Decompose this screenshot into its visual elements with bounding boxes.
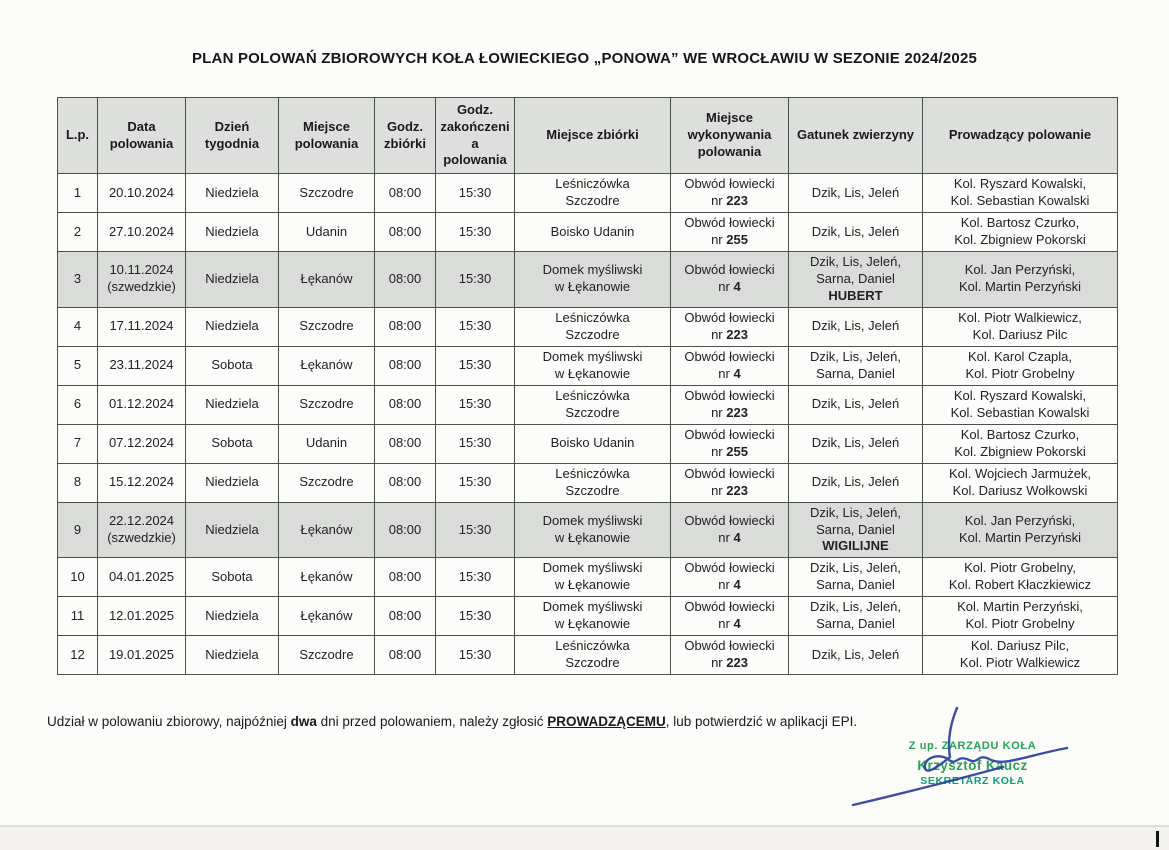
cell-date: 23.11.2024	[98, 346, 186, 385]
scanner-edge-strip	[0, 827, 1169, 850]
cell-lp: 11	[58, 597, 98, 636]
cell-hunting-district: Obwód łowiecki nr 255	[671, 424, 789, 463]
cell-species: Dzik, Lis, Jeleń, Sarna, Daniel	[789, 597, 923, 636]
header-date: Data polowania	[98, 98, 186, 174]
stamp-name: Krzysztof Kaucz	[917, 758, 1028, 774]
header-meeting-place: Miejsce zbiórki	[515, 98, 671, 174]
cell-day: Niedziela	[186, 636, 279, 675]
plan-table-body	[58, 174, 1118, 675]
cell-place: Udanin	[279, 213, 375, 252]
cell-date: 15.12.2024	[98, 463, 186, 502]
cell-leaders: Kol. Piotr Grobelny, Kol. Robert Kłaczkiewicz	[923, 558, 1118, 597]
cell-meeting-place: Domek myśliwski w Łękanowie	[515, 597, 671, 636]
cell-day: Niedziela	[186, 252, 279, 308]
cell-species: Dzik, Lis, Jeleń	[789, 424, 923, 463]
cell-species: Dzik, Lis, Jeleń	[789, 636, 923, 675]
cell-lp: 6	[58, 385, 98, 424]
cell-hunting-district: Obwód łowiecki nr 255	[671, 213, 789, 252]
scan-artifact-mark	[1156, 831, 1159, 847]
cell-start-time: 08:00	[375, 636, 436, 675]
cell-hunting-district: Obwód łowiecki nr 223	[671, 307, 789, 346]
header-start-time: Godz. zbiórki	[375, 98, 436, 174]
header-day: Dzień tygodnia	[186, 98, 279, 174]
cell-place: Łękanów	[279, 252, 375, 308]
cell-meeting-place: Leśniczówka Szczodre	[515, 174, 671, 213]
cell-end-time: 15:30	[436, 463, 515, 502]
header-row	[58, 98, 1118, 174]
cell-species: Dzik, Lis, Jeleń, Sarna, Daniel HUBERT	[789, 252, 923, 308]
cell-leaders: Kol. Wojciech Jarmużek, Kol. Dariusz Wołkowski	[923, 463, 1118, 502]
cell-species: Dzik, Lis, Jeleń	[789, 463, 923, 502]
cell-place: Łękanów	[279, 597, 375, 636]
cell-meeting-place: Leśniczówka Szczodre	[515, 385, 671, 424]
cell-hunting-district: Obwód łowiecki nr 4	[671, 597, 789, 636]
cell-date: 17.11.2024	[98, 307, 186, 346]
cell-place: Łękanów	[279, 346, 375, 385]
cell-day: Sobota	[186, 558, 279, 597]
cell-place: Szczodre	[279, 307, 375, 346]
cell-end-time: 15:30	[436, 174, 515, 213]
cell-meeting-place: Leśniczówka Szczodre	[515, 463, 671, 502]
cell-place: Szczodre	[279, 463, 375, 502]
cell-day: Niedziela	[186, 502, 279, 558]
page-title: PLAN POLOWAŃ ZBIOROWYCH KOŁA ŁOWIECKIEGO „PONOWA” WE WROCŁAWIU W SEZONIE 2024/2025	[191, 50, 978, 67]
table-row	[58, 385, 1118, 424]
cell-place: Szczodre	[279, 174, 375, 213]
cell-place: Szczodre	[279, 385, 375, 424]
cell-hunting-district: Obwód łowiecki nr 4	[671, 558, 789, 597]
footer-emphasis: PROWADZĄCEMU	[547, 714, 666, 729]
cell-leaders: Kol. Martin Perzyński, Kol. Piotr Grobelny	[923, 597, 1118, 636]
cell-lp: 2	[58, 213, 98, 252]
cell-leaders: Kol. Karol Czapla, Kol. Piotr Grobelny	[923, 346, 1118, 385]
cell-start-time: 08:00	[375, 502, 436, 558]
cell-meeting-place: Boisko Udanin	[515, 424, 671, 463]
cell-species: Dzik, Lis, Jeleń	[789, 385, 923, 424]
cell-lp: 10	[58, 558, 98, 597]
cell-date: 20.10.2024	[98, 174, 186, 213]
cell-leaders: Kol. Piotr Walkiewicz, Kol. Dariusz Pilc	[923, 307, 1118, 346]
cell-start-time: 08:00	[375, 424, 436, 463]
cell-end-time: 15:30	[436, 502, 515, 558]
cell-start-time: 08:00	[375, 385, 436, 424]
table-row	[58, 346, 1118, 385]
cell-start-time: 08:00	[375, 558, 436, 597]
cell-end-time: 15:30	[436, 597, 515, 636]
cell-date: 01.12.2024	[98, 385, 186, 424]
cell-species: Dzik, Lis, Jeleń	[789, 213, 923, 252]
cell-place: Udanin	[279, 424, 375, 463]
cell-leaders: Kol. Bartosz Czurko, Kol. Zbigniew Pokorski	[923, 424, 1118, 463]
cell-leaders: Kol. Dariusz Pilc, Kol. Piotr Walkiewicz	[923, 636, 1118, 675]
cell-date: 27.10.2024	[98, 213, 186, 252]
cell-start-time: 08:00	[375, 174, 436, 213]
cell-day: Niedziela	[186, 385, 279, 424]
cell-start-time: 08:00	[375, 346, 436, 385]
cell-meeting-place: Leśniczówka Szczodre	[515, 307, 671, 346]
cell-meeting-place: Leśniczówka Szczodre	[515, 636, 671, 675]
hunting-plan-table	[57, 97, 1118, 675]
cell-day: Niedziela	[186, 463, 279, 502]
cell-day: Sobota	[186, 346, 279, 385]
table-row	[58, 463, 1118, 502]
cell-date: 07.12.2024	[98, 424, 186, 463]
cell-start-time: 08:00	[375, 252, 436, 308]
cell-date: 04.01.2025	[98, 558, 186, 597]
header-lp: L.p.	[58, 98, 98, 174]
cell-hunting-district: Obwód łowiecki nr 4	[671, 346, 789, 385]
cell-end-time: 15:30	[436, 424, 515, 463]
footer-bold-dwa: dwa	[290, 714, 317, 729]
cell-lp: 4	[58, 307, 98, 346]
stamp-role-line: SEKRETARZ KOŁA	[920, 774, 1025, 787]
table-row	[58, 558, 1118, 597]
table-row	[58, 424, 1118, 463]
cell-start-time: 08:00	[375, 307, 436, 346]
cell-lp: 8	[58, 463, 98, 502]
cell-hunting-district: Obwód łowiecki nr 223	[671, 174, 789, 213]
cell-place: Łękanów	[279, 502, 375, 558]
footer-note: Udział w polowaniu zbiorowy, najpóźniej dwa dni przed polowaniem, należy zgłosić PROWADZĄCEMU, lub potwierdzić w aplikacji EPI.	[47, 714, 858, 729]
cell-species: Dzik, Lis, Jeleń	[789, 307, 923, 346]
cell-end-time: 15:30	[436, 346, 515, 385]
cell-leaders: Kol. Jan Perzyński, Kol. Martin Perzyński	[923, 502, 1118, 558]
cell-place: Szczodre	[279, 636, 375, 675]
cell-end-time: 15:30	[436, 213, 515, 252]
table-row	[58, 174, 1118, 213]
table-row	[58, 636, 1118, 675]
header-hunting-district: Miejsce wykonywania polowania	[671, 98, 789, 174]
cell-species: Dzik, Lis, Jeleń	[789, 174, 923, 213]
table-row	[58, 252, 1118, 308]
cell-day: Niedziela	[186, 174, 279, 213]
cell-lp: 5	[58, 346, 98, 385]
cell-date: 22.12.2024 (szwedzkie)	[98, 502, 186, 558]
cell-species: Dzik, Lis, Jeleń, Sarna, Daniel	[789, 558, 923, 597]
cell-leaders: Kol. Bartosz Czurko, Kol. Zbigniew Pokorski	[923, 213, 1118, 252]
cell-hunting-district: Obwód łowiecki nr 4	[671, 252, 789, 308]
cell-lp: 9	[58, 502, 98, 558]
pen-signature	[845, 700, 1080, 815]
cell-species: Dzik, Lis, Jeleń, Sarna, Daniel	[789, 346, 923, 385]
cell-end-time: 15:30	[436, 252, 515, 308]
header-place: Miejsce polowania	[279, 98, 375, 174]
cell-meeting-place: Domek myśliwski w Łękanowie	[515, 558, 671, 597]
cell-hunting-district: Obwód łowiecki nr 223	[671, 463, 789, 502]
table-row	[58, 502, 1118, 558]
cell-meeting-place: Domek myśliwski w Łękanowie	[515, 346, 671, 385]
cell-day: Niedziela	[186, 597, 279, 636]
cell-day: Niedziela	[186, 307, 279, 346]
header-species: Gatunek zwierzyny	[789, 98, 923, 174]
cell-hunting-district: Obwód łowiecki nr 223	[671, 385, 789, 424]
cell-leaders: Kol. Ryszard Kowalski, Kol. Sebastian Kowalski	[923, 385, 1118, 424]
cell-lp: 3	[58, 252, 98, 308]
cell-end-time: 15:30	[436, 636, 515, 675]
cell-lp: 1	[58, 174, 98, 213]
table-row	[58, 597, 1118, 636]
table-header	[58, 98, 1118, 174]
stamp-authority-line: Z up. ZARZĄDU KOŁA	[908, 740, 1037, 752]
cell-end-time: 15:30	[436, 558, 515, 597]
cell-meeting-place: Domek myśliwski w Łękanowie	[515, 252, 671, 308]
header-leader: Prowadzący polowanie	[923, 98, 1118, 174]
cell-date: 12.01.2025	[98, 597, 186, 636]
cell-date: 10.11.2024 (szwedzkie)	[98, 252, 186, 308]
cell-hunting-district: Obwód łowiecki nr 4	[671, 502, 789, 558]
cell-leaders: Kol. Ryszard Kowalski, Kol. Sebastian Kowalski	[923, 174, 1118, 213]
cell-place: Łękanów	[279, 558, 375, 597]
cell-leaders: Kol. Jan Perzyński, Kol. Martin Perzyński	[923, 252, 1118, 308]
header-end-time: Godz. zakończenia polowania	[436, 98, 515, 174]
table-row	[58, 213, 1118, 252]
cell-lp: 7	[58, 424, 98, 463]
table-row	[58, 307, 1118, 346]
cell-date: 19.01.2025	[98, 636, 186, 675]
cell-day: Niedziela	[186, 213, 279, 252]
cell-species: Dzik, Lis, Jeleń, Sarna, Daniel WIGILIJNE	[789, 502, 923, 558]
cell-meeting-place: Domek myśliwski w Łękanowie	[515, 502, 671, 558]
cell-end-time: 15:30	[436, 307, 515, 346]
cell-meeting-place: Boisko Udanin	[515, 213, 671, 252]
cell-start-time: 08:00	[375, 463, 436, 502]
cell-day: Sobota	[186, 424, 279, 463]
cell-start-time: 08:00	[375, 597, 436, 636]
cell-lp: 12	[58, 636, 98, 675]
cell-hunting-district: Obwód łowiecki nr 223	[671, 636, 789, 675]
cell-start-time: 08:00	[375, 213, 436, 252]
cell-end-time: 15:30	[436, 385, 515, 424]
